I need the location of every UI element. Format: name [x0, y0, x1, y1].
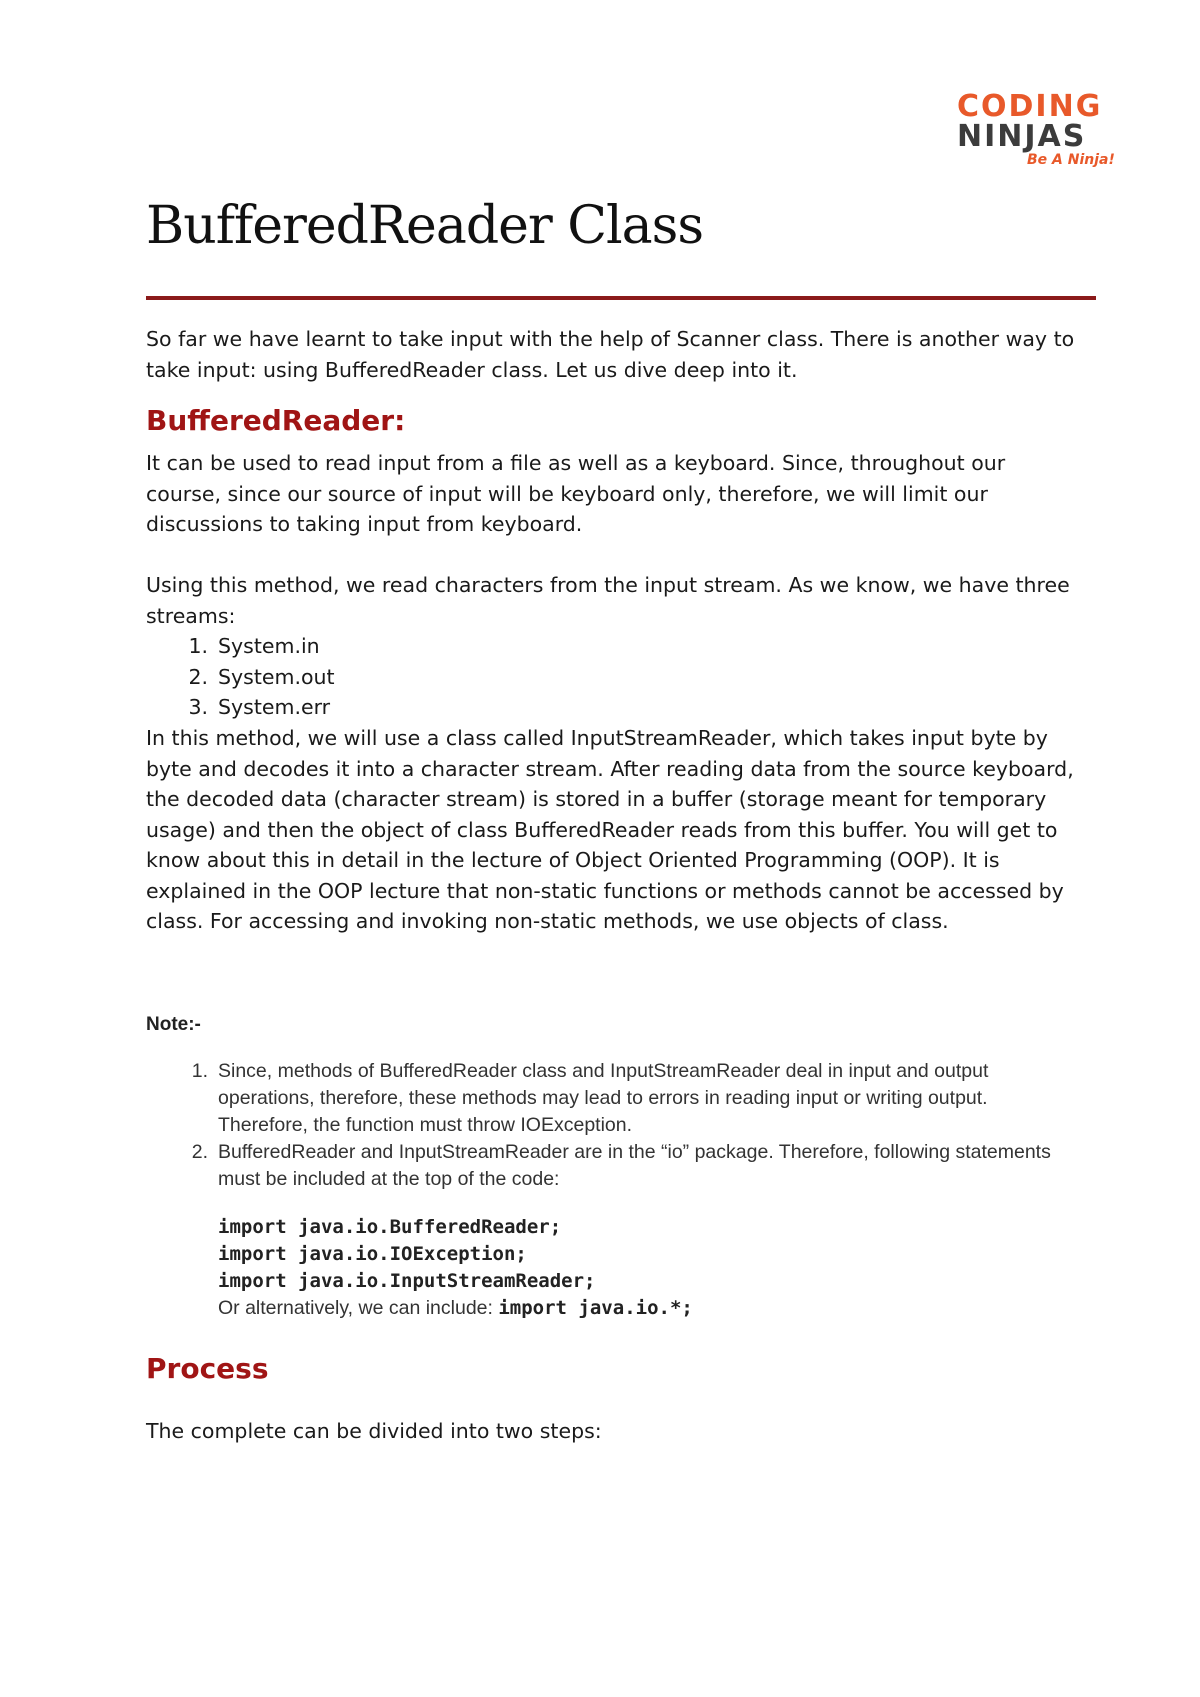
section-heading-process: Process: [146, 1352, 269, 1385]
note-list: [146, 1058, 1076, 1193]
logo-tagline: Be A Ninja!: [1027, 152, 1115, 168]
import-code-block: [218, 1214, 1078, 1322]
intro-paragraph: So far we have learnt to take input with the help of Scanner class. There is another way to take input: using BufferedReader class. Let us dive deep into it.: [146, 327, 1075, 382]
logo-line2: NINJAS: [957, 119, 1087, 154]
coding-ninjas-logo: [955, 88, 1135, 168]
section1-paragraph-3: In this method, we will use a class called InputStreamReader, which takes input byte by byte and decodes it into a character stream. After reading data from the source keyboard, the decoded data (character stream) is stored in a buffer (storage meant for temporary usage) and then the object of class BufferedReader reads from this buffer. You will get to know about this in detail in the lecture of Object Oriented Programming (OOP). It is explained in the OOP lecture that non-static functions or methods cannot be accessed by class. For accessing and invoking non-static methods, we use objects of class.: [146, 726, 1074, 933]
list-item: [146, 662, 1076, 693]
list-number: 1.: [188, 634, 208, 658]
alternative-import-code: import java.io.*;: [498, 1297, 693, 1319]
title-divider: [146, 296, 1096, 300]
note-label: Note:-: [146, 1014, 201, 1035]
list-number: 2.: [188, 664, 208, 689]
code-line: import java.io.BufferedReader;: [218, 1216, 562, 1238]
streams-list: [146, 631, 1076, 723]
list-number: 1.: [191, 1060, 208, 1082]
code-line: import java.io.InputStreamReader;: [218, 1270, 596, 1292]
logo-line1: CODING: [957, 89, 1103, 124]
section1-paragraph-1: It can be used to read input from a file as well as a keyboard. Since, throughout our course, since our source of input will be keyboard only, therefore, we will limit our discussions to taking input from keyboard.: [146, 451, 1006, 536]
code-line: import java.io.IOException;: [218, 1243, 527, 1265]
list-number: 2.: [191, 1141, 208, 1163]
section-heading-bufferedreader: BufferedReader:: [146, 404, 406, 437]
list-item: [146, 631, 1076, 662]
list-item: [146, 1139, 1076, 1193]
alternative-import-line: [218, 1295, 1078, 1322]
list-text: System.err: [218, 695, 331, 719]
list-text: Since, methods of BufferedReader class and InputStreamReader deal in input and output operations, therefore, these methods may lead to errors in reading input or writing output. Therefore, the function must throw IOException.: [218, 1060, 989, 1136]
list-text: BufferedReader and InputStreamReader are in the “io” package. Therefore, following statements must be included at the top of the code:: [218, 1141, 1051, 1190]
list-number: 3.: [188, 695, 208, 719]
section1-paragraph-2: Using this method, we read characters from the input stream. As we know, we have three streams:: [146, 573, 1070, 628]
process-paragraph: The complete can be divided into two steps:: [146, 1419, 602, 1443]
page-title: BufferedReader Class: [146, 196, 704, 256]
list-item: [146, 692, 1076, 723]
alternative-import-prefix: Or alternatively, we can include:: [218, 1297, 499, 1319]
list-text: System.in: [218, 634, 320, 658]
list-item: [146, 1058, 1076, 1139]
list-text: System.out: [218, 664, 335, 689]
